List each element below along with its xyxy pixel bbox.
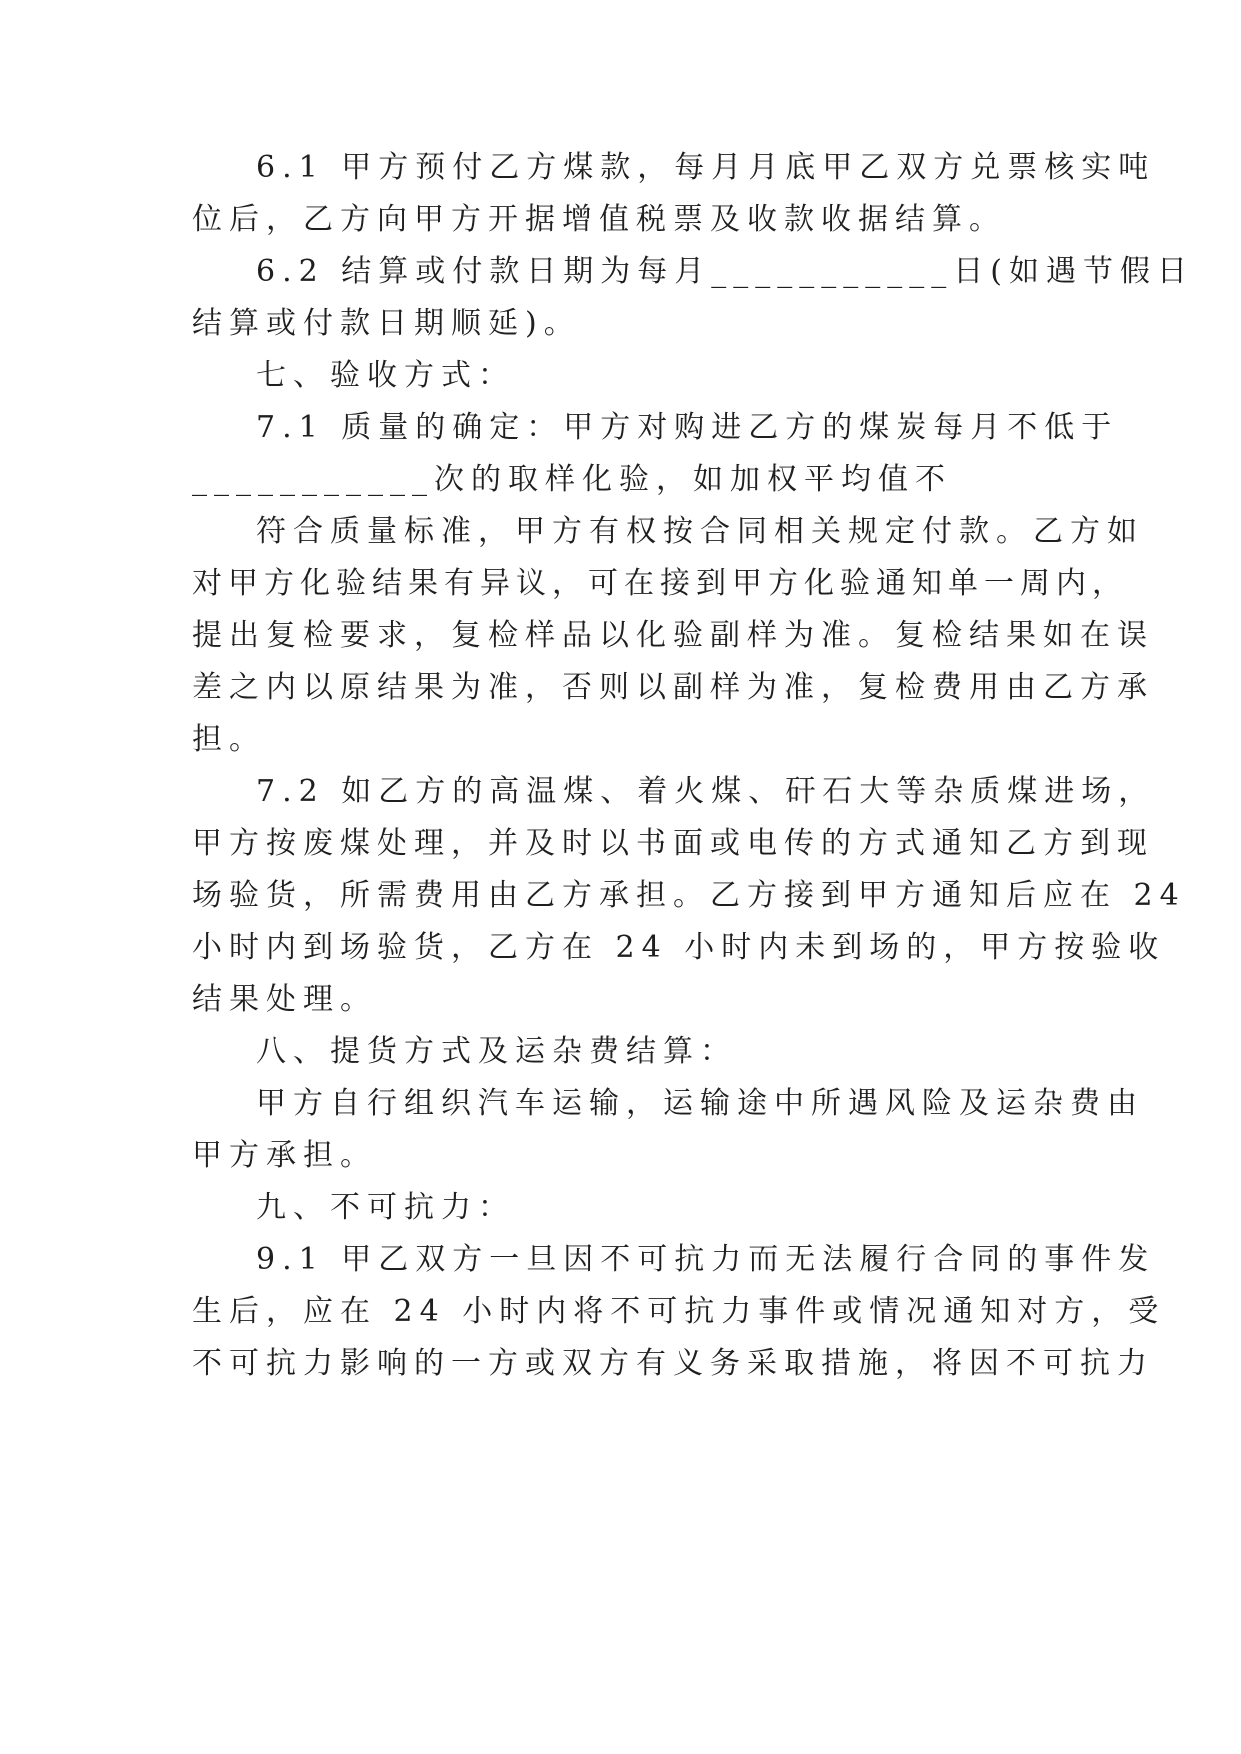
clause-7-2-line-4: 小时内到场验货，乙方在 24 小时内未到场的，甲方按验收 — [192, 930, 1166, 965]
clause-7-1-line-1: 7.1 质量的确定：甲方对购进乙方的煤炭每月不低于 — [256, 410, 1119, 445]
clause-7-1-line-5: 提出复检要求，复检样品以化验副样为准。复检结果如在误 — [192, 618, 1154, 653]
clause-9-1-line-3: 不可抗力影响的一方或双方有义务采取措施，将因不可抗力 — [192, 1346, 1154, 1381]
clause-7-2-line-1: 7.2 如乙方的高温煤、着火煤、矸石大等杂质煤进场， — [256, 774, 1156, 809]
clause-7-2-line-2: 甲方按废煤处理，并及时以书面或电传的方式通知乙方到现 — [192, 826, 1154, 861]
section-7-heading: 七、验收方式： — [256, 358, 515, 393]
clause-6-2-line-2: 结算或付款日期顺延)。 — [192, 306, 581, 341]
section-8-heading: 八、提货方式及运杂费结算： — [256, 1034, 737, 1069]
clause-6-1-line-2: 位后，乙方向甲方开据增值税票及收款收据结算。 — [192, 202, 1006, 237]
clause-7-2-line-3: 场验货，所需费用由乙方承担。乙方接到甲方通知后应在 24 — [192, 878, 1186, 913]
clause-6-2-line-1: 6.2 结算或付款日期为每月___________日(如遇节假日 — [256, 254, 1194, 289]
clause-7-1-line-7: 担。 — [192, 722, 266, 757]
clause-9-1-line-1: 9.1 甲乙双方一旦因不可抗力而无法履行合同的事件发 — [256, 1242, 1156, 1277]
clause-7-1-line-3: 符合质量标准，甲方有权按合同相关规定付款。乙方如 — [256, 514, 1144, 549]
clause-9-1-line-2: 生后，应在 24 小时内将不可抗力事件或情况通知对方，受 — [192, 1294, 1166, 1329]
section-8-line-1: 甲方自行组织汽车运输，运输途中所遇风险及运杂费由 — [256, 1086, 1144, 1121]
clause-7-2-line-5: 结果处理。 — [192, 982, 377, 1017]
clause-7-1-line-4: 对甲方化验结果有异议，可在接到甲方化验通知单一周内， — [192, 566, 1128, 601]
clause-6-1-line-1: 6.1 甲方预付乙方煤款，每月月底甲乙双方兑票核实吨 — [256, 150, 1156, 185]
clause-7-1-line-2: ___________次的取样化验，如加权平均值不 — [192, 462, 952, 497]
section-9-heading: 九、不可抗力： — [256, 1190, 515, 1225]
clause-7-1-line-6: 差之内以原结果为准，否则以副样为准，复检费用由乙方承 — [192, 670, 1154, 705]
section-8-line-2: 甲方承担。 — [192, 1138, 377, 1173]
